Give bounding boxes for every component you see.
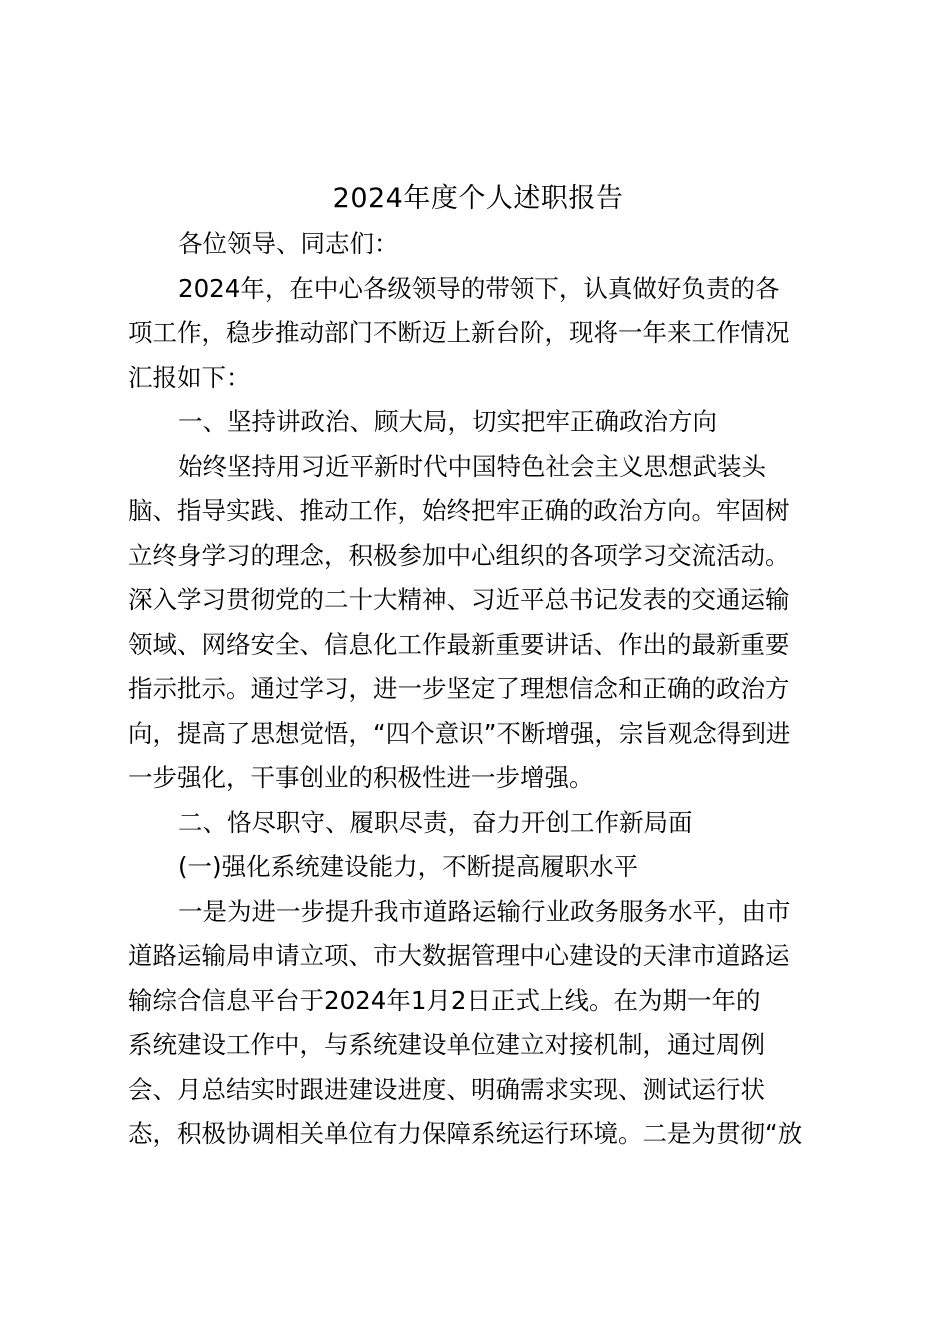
text-line: 向，提高了思想觉悟，“四个意识”不断增强，宗旨观念得到进 [128,718,791,748]
text-line: 道路运输局申请立项、市大数据管理中心建设的天津市道路运 [128,941,790,970]
text-line: 一、坚持讲政治、顾大局，切实把牢正确政治方向 [178,407,717,436]
document-body [128,222,828,1157]
text-line: 二、恪尽职守、履职尽责，奋力开创工作新局面 [178,807,693,837]
text-line: 始终坚持用习近平新时代中国特色社会主义思想武装头 [178,451,766,481]
text-line: 立终身学习的理念，积极参加中心组织的各项学习交流活动。 [128,540,790,570]
text-line: 一是为进一步提升我市道路运输行业政务服务水平，由市 [178,896,791,926]
text-line: 会、月总结实时跟进建设进度、明确需求实现、测试运行状 [128,1074,765,1104]
text-line: 态，积极协调相关单位有力保障系统运行环境。二是为贯彻“放 [128,1119,803,1148]
text-line: 各位领导、同志们： [178,229,399,258]
text-line: 2024年，在中心各级领导的带领下，认真做好负责的各 [178,273,780,303]
text-line: 汇报如下： [128,362,251,392]
document-title: 2024年度个人述职报告 [332,183,624,214]
text-line: 输综合信息平台于2024年1月2日正式上线。在为期一年的 [128,985,761,1015]
text-line: 系统建设工作中，与系统建设单位建立对接机制，通过周例 [128,1030,765,1059]
text-line: 指示批示。通过学习，进一步坚定了理想信念和正确的政治方 [128,674,790,703]
text-line: 脑、指导实践、推动工作，始终把牢正确的政治方向。牢固树 [128,496,790,525]
document-page [128,176,828,1157]
text-line: (一)强化系统建设能力，不断提高履职水平 [178,852,639,881]
text-line: 一步强化，干事创业的积极性进一步增强。 [128,763,594,792]
text-line: 项工作，稳步推动部门不断迈上新台阶，现将一年来工作情况 [128,318,790,347]
text-line: 领域、网络安全、信息化工作最新重要讲话、作出的最新重要 [128,629,790,659]
text-line: 深入学习贯彻党的二十大精神、习近平总书记发表的交通运输 [128,585,790,614]
